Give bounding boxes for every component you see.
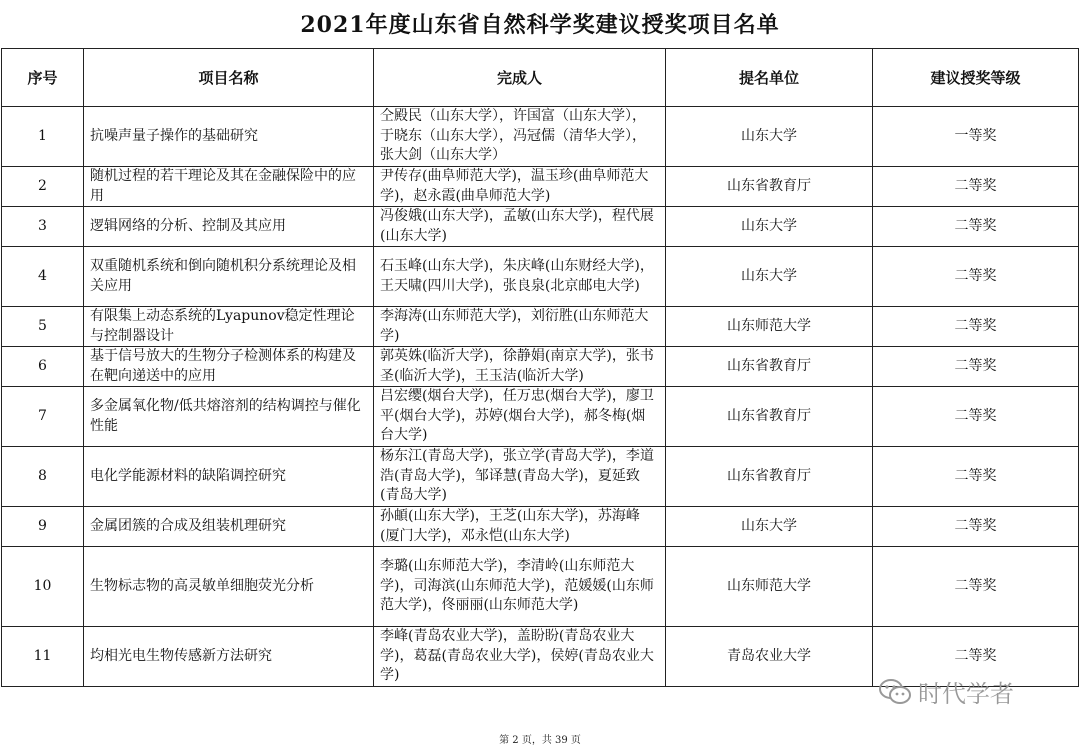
row-unit: 山东省教育厅 (666, 347, 873, 387)
row-num: 4 (2, 247, 84, 307)
table-row (2, 247, 1079, 307)
row-num: 9 (2, 507, 84, 547)
row-level: 二等奖 (873, 547, 1079, 627)
award-table (1, 48, 1079, 687)
row-unit: 山东师范大学 (666, 547, 873, 627)
row-people: 李海涛(山东师范大学)，刘衍胜(山东师范大学) (374, 307, 666, 347)
header-unit: 提名单位 (666, 49, 873, 107)
row-unit: 山东大学 (666, 107, 873, 167)
row-people: 尹传存(曲阜师范大学)，温玉珍(曲阜师范大学)，赵永霞(曲阜师范大学) (374, 167, 666, 207)
row-project-name: 双重随机系统和倒向随机积分系统理论及相关应用 (84, 247, 374, 307)
table-row (2, 107, 1079, 167)
watermark (878, 674, 1014, 709)
table-row (2, 387, 1079, 447)
header-num: 序号 (2, 49, 84, 107)
table-row (2, 347, 1079, 387)
row-project-name: 均相光电生物传感新方法研究 (84, 627, 374, 687)
header-level: 建议授奖等级 (873, 49, 1079, 107)
row-num: 2 (2, 167, 84, 207)
row-level: 二等奖 (873, 627, 1079, 687)
row-people: 仝殿民（山东大学），许国富（山东大学），于晓东（山东大学），冯冠儒（清华大学），张大剑（山东大学） (374, 107, 666, 167)
row-unit: 青岛农业大学 (666, 627, 873, 687)
row-project-name: 电化学能源材料的缺陷调控研究 (84, 447, 374, 507)
row-level: 二等奖 (873, 247, 1079, 307)
row-num: 3 (2, 207, 84, 247)
watermark-text: 时代学者 (918, 680, 1014, 708)
row-project-name: 有限集上动态系统的Lyapunov稳定性理论与控制器设计 (84, 307, 374, 347)
header-people: 完成人 (374, 49, 666, 107)
header-name: 项目名称 (84, 49, 374, 107)
row-unit: 山东大学 (666, 247, 873, 307)
row-level: 一等奖 (873, 107, 1079, 167)
row-level: 二等奖 (873, 447, 1079, 507)
row-level: 二等奖 (873, 507, 1079, 547)
table-row (2, 207, 1079, 247)
table-row (2, 447, 1079, 507)
row-people: 杨东江(青岛大学)，张立学(青岛大学)，李道浩(青岛大学)，邹译慧(青岛大学)，夏延致(青岛大学) (374, 447, 666, 507)
row-project-name: 随机过程的若干理论及其在金融保险中的应用 (84, 167, 374, 207)
table-row (2, 507, 1079, 547)
row-people: 李璐(山东师范大学)，李清岭(山东师范大学)，司海滨(山东师范大学)，范媛媛(山东师范大学)，佟丽丽(山东师范大学) (374, 547, 666, 627)
row-project-name: 多金属氧化物/低共熔溶剂的结构调控与催化性能 (84, 387, 374, 447)
row-num: 8 (2, 447, 84, 507)
row-people: 吕宏缨(烟台大学)，任万忠(烟台大学)，廖卫平(烟台大学)，苏婷(烟台大学)，郝冬梅(烟台大学) (374, 387, 666, 447)
row-people: 孙頔(山东大学)，王芝(山东大学)，苏海峰(厦门大学)，邓永恺(山东大学) (374, 507, 666, 547)
row-project-name: 抗噪声量子操作的基础研究 (84, 107, 374, 167)
row-num: 11 (2, 627, 84, 687)
row-num: 6 (2, 347, 84, 387)
row-unit: 山东省教育厅 (666, 447, 873, 507)
row-num: 5 (2, 307, 84, 347)
row-people: 冯俊娥(山东大学)，孟敏(山东大学)，程代展(山东大学) (374, 207, 666, 247)
row-unit: 山东省教育厅 (666, 167, 873, 207)
table-row (2, 167, 1079, 207)
row-unit: 山东大学 (666, 207, 873, 247)
row-people: 郭英姝(临沂大学)，徐静娟(南京大学)，张书圣(临沂大学)，王玉洁(临沂大学) (374, 347, 666, 387)
row-people: 李峰(青岛农业大学)，盖盼盼(青岛农业大学)，葛磊(青岛农业大学)，侯婷(青岛农业大学) (374, 627, 666, 687)
row-unit: 山东师范大学 (666, 307, 873, 347)
row-unit: 山东大学 (666, 507, 873, 547)
document-title: 2021年度山东省自然科学奖建议授奖项目名单 (300, 12, 780, 38)
row-people: 石玉峰(山东大学)，朱庆峰(山东财经大学)，王天啸(四川大学)，张良泉(北京邮电大学) (374, 247, 666, 307)
row-num: 10 (2, 547, 84, 627)
wechat-icon (878, 678, 912, 706)
row-num: 1 (2, 107, 84, 167)
row-num: 7 (2, 387, 84, 447)
table-row (2, 307, 1079, 347)
table-header-row (2, 49, 1079, 107)
row-level: 二等奖 (873, 167, 1079, 207)
row-project-name: 基于信号放大的生物分子检测体系的构建及在靶向递送中的应用 (84, 347, 374, 387)
row-level: 二等奖 (873, 307, 1079, 347)
table-row (2, 547, 1079, 627)
row-level: 二等奖 (873, 387, 1079, 447)
row-project-name: 生物标志物的高灵敏单细胞荧光分析 (84, 547, 374, 627)
row-level: 二等奖 (873, 207, 1079, 247)
page-footer: 第 2 页，共 39 页 (499, 735, 581, 746)
row-unit: 山东省教育厅 (666, 387, 873, 447)
row-project-name: 金属团簇的合成及组装机理研究 (84, 507, 374, 547)
row-level: 二等奖 (873, 347, 1079, 387)
row-project-name: 逻辑网络的分析、控制及其应用 (84, 207, 374, 247)
